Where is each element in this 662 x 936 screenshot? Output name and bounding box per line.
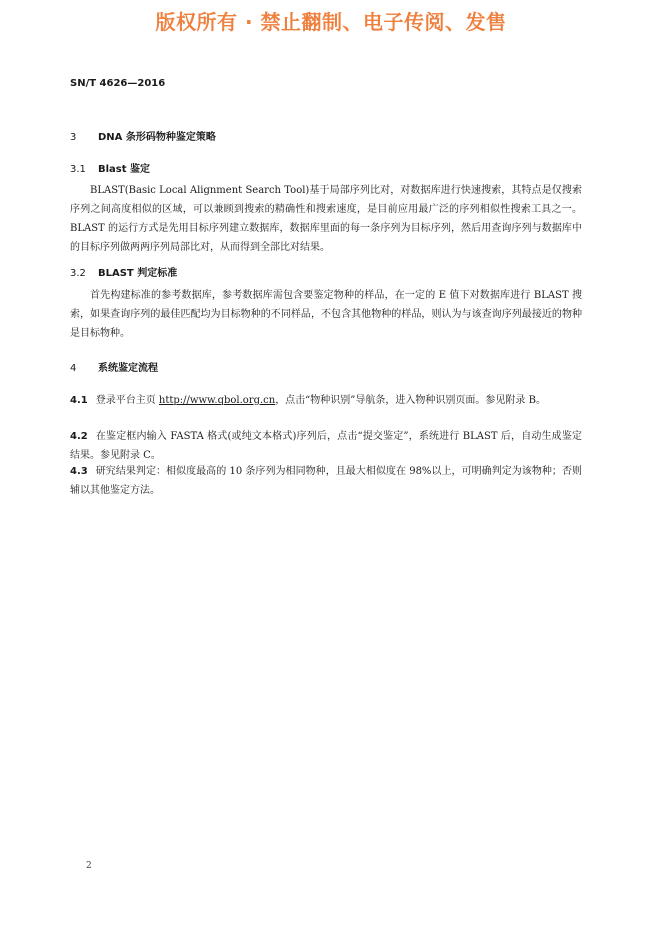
section-title: BLAST 判定标准	[98, 268, 178, 279]
section-number: 3.2	[70, 268, 86, 279]
item-text: ，点击“物种识别”导航条，进入物种识别页面。参见附录 B。	[275, 395, 546, 406]
item-number: 4.1	[70, 395, 88, 406]
copyright-watermark: 版权所有 · 禁止翻制、电子传阅、发售	[155, 10, 507, 34]
blast-description-paragraph: BLAST(Basic Local Alignment Search Tool)基于局部序列比对，对数据库进行快速搜索，其特点是仅搜索序列之间高度相似的区域，可以兼顾到搜索的精确性和搜索速度，是目前应用最广泛的序列相似性搜索工具之一。BLAST 的运行方式是先用目标序列建立数据库，数据库里面的每一条序列为目标序列，然后用查询序列与数据库中的目标序列做两两序列局部比对，从而得到全部比对结果。	[70, 185, 582, 253]
section-3-1-heading	[70, 160, 150, 175]
section-number: 3.1	[70, 164, 86, 175]
item-number: 4.2	[70, 431, 88, 442]
section-title: Blast 鉴定	[98, 164, 151, 175]
blast-criteria-paragraph: 首先构建标准的参考数据库，参考数据库需包含要鉴定物种的样品，在一定的 E 值下对数据库进行 BLAST 搜索，如果查询序列的最佳匹配均为目标物种的不同样品，不包含其他物种的样品，则认为与该查询序列最接近的物种是目标物种。	[70, 290, 582, 339]
item-text: 研究结果判定：相似度最高的 10 条序列为相同物种，且最大相似度在 98%以上，可明确判定为该物种；否则辅以其他鉴定方法。	[70, 466, 582, 496]
list-item	[70, 462, 582, 500]
platform-link[interactable]: http://www.qbol.org.cn	[158, 395, 276, 406]
section-3-heading	[70, 128, 216, 143]
item-text: 登录平台主页	[95, 395, 159, 406]
section-number: 4	[70, 363, 77, 374]
standard-code-header: SN/T 4626—2016	[70, 78, 166, 89]
list-item	[70, 391, 582, 410]
page-number: 2	[86, 861, 92, 871]
section-title: 系统鉴定流程	[98, 363, 158, 374]
section-title: DNA 条形码物种鉴定策略	[98, 132, 216, 143]
item-number: 4.3	[70, 466, 88, 477]
list-item	[70, 427, 582, 465]
section-3-2-heading	[70, 264, 177, 279]
section-4-heading	[70, 359, 158, 374]
section-number: 3	[70, 132, 77, 143]
item-text: 在鉴定框内输入 FASTA 格式(或纯文本格式)序列后，点击“提交鉴定”，系统进行 BLAST 后，自动生成鉴定结果。参见附录 C。	[70, 431, 582, 461]
